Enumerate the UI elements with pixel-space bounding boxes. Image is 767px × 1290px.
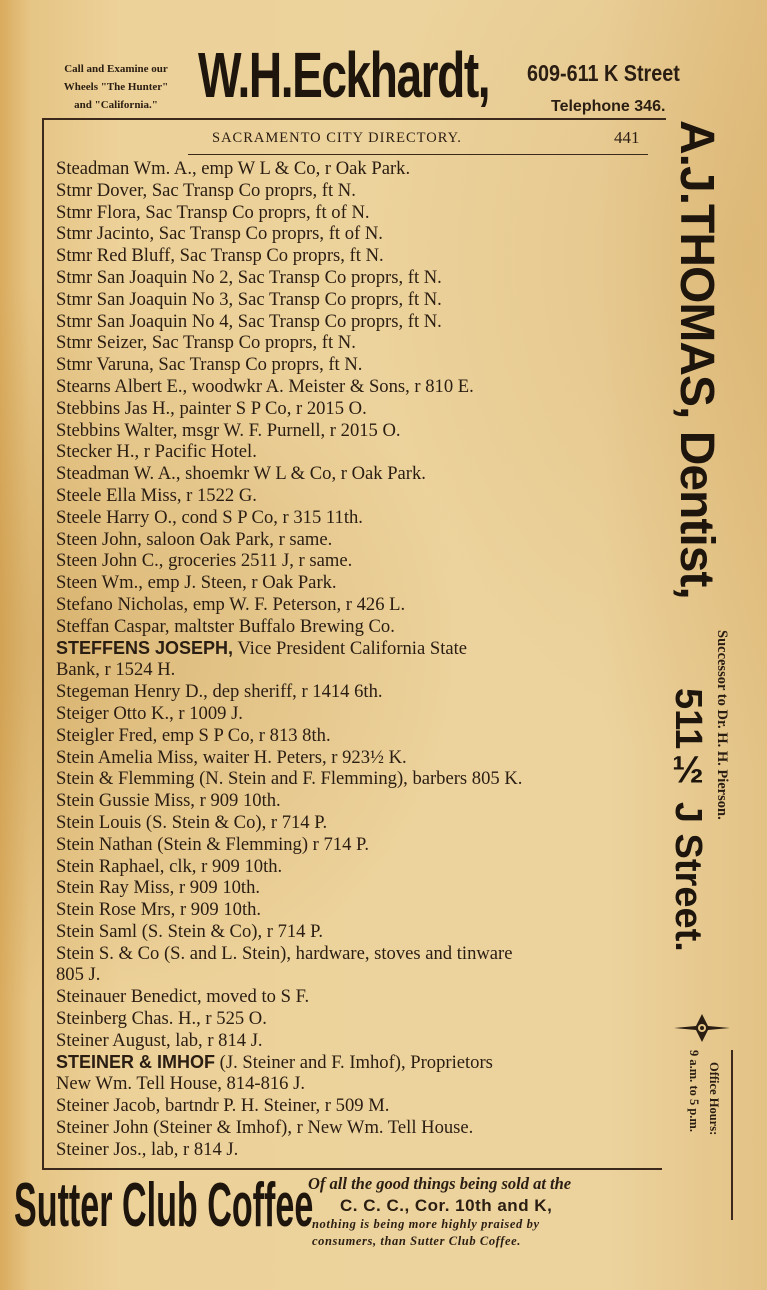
directory-entry <box>56 856 652 878</box>
entry-text: Stebbins Jas H., painter S P Co, r 2015 O. <box>56 397 367 419</box>
directory-entry <box>56 1139 652 1161</box>
directory-entry <box>56 703 652 725</box>
tagline-line: Wheels "The Hunter" <box>63 81 169 93</box>
frame-left-rule <box>42 118 44 1170</box>
entry-text: Stein & Flemming (N. Stein and F. Flemming), barbers 805 K. <box>56 768 523 790</box>
entry-text: Vice President California State <box>233 637 468 659</box>
ornament-icon <box>672 1012 732 1044</box>
entry-text: Stefano Nicholas, emp W. F. Peterson, r 426 L. <box>56 593 406 615</box>
entry-text: Stein Raphael, clk, r 909 10th. <box>56 855 283 877</box>
directory-entry <box>56 485 652 507</box>
entry-text: Stein Rose Mrs, r 909 10th. <box>56 899 262 921</box>
entry-text: Stein Nathan (Stein & Flemming) r 714 P. <box>56 833 369 855</box>
coffee-ad-line: Of all the good things being sold at the <box>308 1174 572 1193</box>
directory-entry <box>56 921 652 943</box>
entry-business-name: STEINER & IMHOF <box>56 1051 216 1072</box>
entry-text: Steen Wm., emp J. Steen, r Oak Park. <box>56 572 337 594</box>
entry-continuation: New Wm. Tell House, 814-816 J. <box>56 1073 305 1095</box>
directory-entry <box>56 245 652 267</box>
entry-text: Stecker H., r Pacific Hotel. <box>56 441 257 463</box>
eckhardt-ad-tagline <box>36 60 196 114</box>
entry-text: Steele Harry O., cond S P Co, r 315 11th. <box>56 506 363 528</box>
entry-text: Stmr Varuna, Sac Transp Co proprs, ft N. <box>56 354 363 376</box>
entry-text: Stein Saml (S. Stein & Co), r 714 P. <box>56 920 324 942</box>
entry-text: Stein S. & Co (S. and L. Stein), hardware, stoves and tinware <box>56 942 513 964</box>
tagline-line: and "California." <box>74 99 158 111</box>
directory-entry <box>56 877 652 899</box>
entry-text: Steiner Jos., lab, r 814 J. <box>56 1138 239 1160</box>
directory-entry <box>56 223 652 245</box>
directory-entry <box>56 812 652 834</box>
entry-text: Stegeman Henry D., dep sheriff, r 1414 6th. <box>56 681 383 703</box>
entry-text: Steigler Fred, emp S P Co, r 813 8th. <box>56 724 331 746</box>
directory-entry <box>56 725 652 747</box>
coffee-ad-brand: Sutter Club Coffee <box>14 1171 314 1240</box>
header-rule <box>188 154 648 155</box>
eckhardt-ad-name: W.H.Eckhardt, <box>198 39 490 111</box>
entry-text: Steadman W. A., shoemkr W L & Co, r Oak Park. <box>56 463 426 485</box>
entry-text: Stein Gussie Miss, r 909 10th. <box>56 790 281 812</box>
entry-text: Steiner John (Steiner & Imhof), r New Wm. Tell House. <box>56 1117 474 1139</box>
entry-text: Stmr San Joaquin No 3, Sac Transp Co proprs, ft N. <box>56 288 442 310</box>
directory-entry <box>56 768 652 790</box>
directory-entry <box>56 202 652 224</box>
entry-text: Stmr San Joaquin No 4, Sac Transp Co proprs, ft N. <box>56 310 442 332</box>
entry-text: Stein Louis (S. Stein & Co), r 714 P. <box>56 811 328 833</box>
dentist-ad-hours-label: Office Hours: <box>707 1062 721 1136</box>
directory-entry <box>56 747 652 769</box>
directory-entry <box>56 638 652 682</box>
coffee-ad-address: C. C. C., Cor. 10th and K, <box>340 1196 553 1215</box>
entry-text: Steen John, saloon Oak Park, r same. <box>56 528 333 550</box>
entry-text: Stmr Flora, Sac Transp Co proprs, ft of N. <box>56 201 370 223</box>
entry-text: Stearns Albert E., woodwkr A. Meister & Sons, r 810 E. <box>56 375 474 397</box>
directory-entry <box>56 616 652 638</box>
entry-continuation: 805 J. <box>56 964 101 986</box>
entry-text: Steele Ella Miss, r 1522 G. <box>56 484 257 506</box>
directory-entry <box>56 572 652 594</box>
entry-text: Stmr Jacinto, Sac Transp Co proprs, ft of N. <box>56 223 383 245</box>
entry-text: Stmr San Joaquin No 2, Sac Transp Co proprs, ft N. <box>56 266 442 288</box>
eckhardt-ad-street: 609-611 K Street <box>527 60 680 86</box>
directory-entry <box>56 550 652 572</box>
directory-entry <box>56 158 652 180</box>
directory-entry <box>56 507 652 529</box>
running-head: SACRAMENTO CITY DIRECTORY. <box>212 130 462 146</box>
coffee-ad-line: nothing is being more highly praised by <box>312 1217 540 1231</box>
entry-text: Steinberg Chas. H., r 525 O. <box>56 1008 267 1030</box>
directory-entry <box>56 311 652 333</box>
directory-entry <box>56 1030 652 1052</box>
frame-top-rule <box>42 118 666 120</box>
dentist-ad-successor: Successor to Dr. H. H. Pierson. <box>714 630 730 820</box>
directory-entry <box>56 1117 652 1139</box>
entry-text: (J. Steiner and F. Imhof), Proprietors <box>215 1051 493 1073</box>
entry-text: Stein Amelia Miss, waiter H. Peters, r 923½ K. <box>56 746 407 768</box>
directory-entry <box>56 986 652 1008</box>
directory-entry <box>56 834 652 856</box>
directory-entry <box>56 943 652 987</box>
coffee-ad-line: consumers, than Sutter Club Coffee. <box>312 1234 522 1248</box>
directory-entry <box>56 681 652 703</box>
directory-entry <box>56 289 652 311</box>
entry-continuation: Bank, r 1524 H. <box>56 659 176 681</box>
page-number: 441 <box>614 128 640 147</box>
directory-entry <box>56 790 652 812</box>
entry-text: Stebbins Walter, msgr W. F. Purnell, r 2015 O. <box>56 419 401 441</box>
directory-entry <box>56 420 652 442</box>
dentist-ad-name: A.J.THOMAS, Dentist, <box>670 120 723 599</box>
entry-text: Stmr Dover, Sac Transp Co proprs, ft N. <box>56 179 356 201</box>
directory-entry <box>56 180 652 202</box>
entry-text: Steiger Otto K., r 1009 J. <box>56 702 243 724</box>
entry-text: Steinauer Benedict, moved to S F. <box>56 986 310 1008</box>
directory-entry <box>56 899 652 921</box>
directory-entry <box>56 463 652 485</box>
directory-entry <box>56 398 652 420</box>
entry-text: Steiner Jacob, bartndr P. H. Steiner, r 509 M. <box>56 1095 390 1117</box>
eckhardt-ad-phone: Telephone 346. <box>551 98 666 115</box>
entry-text: Stmr Seizer, Sac Transp Co proprs, ft N. <box>56 332 356 354</box>
directory-entry <box>56 354 652 376</box>
directory-entries <box>56 158 652 1161</box>
entry-text: Steffan Caspar, maltster Buffalo Brewing Co. <box>56 615 395 637</box>
directory-entry <box>56 267 652 289</box>
directory-entry <box>56 332 652 354</box>
entry-text: Steiner August, lab, r 814 J. <box>56 1029 263 1051</box>
directory-entry <box>56 1095 652 1117</box>
directory-entry <box>56 594 652 616</box>
entry-text: Steadman Wm. A., emp W L & Co, r Oak Park. <box>56 158 411 179</box>
directory-entry <box>56 376 652 398</box>
entry-text: Steen John C., groceries 2511 J, r same. <box>56 550 353 572</box>
dentist-ad-hours: 9 a.m. to 5 p.m. <box>687 1050 701 1132</box>
directory-entry <box>56 529 652 551</box>
entry-text: Stein Ray Miss, r 909 10th. <box>56 877 261 899</box>
entry-text: Stmr Red Bluff, Sac Transp Co proprs, ft N. <box>56 245 384 267</box>
entry-business-name: STEFFENS JOSEPH, <box>56 637 234 658</box>
dentist-ad-address: 511½ J Street. <box>667 688 709 952</box>
directory-entry <box>56 1052 652 1096</box>
directory-entry <box>56 441 652 463</box>
side-ad-rule <box>731 1050 733 1220</box>
directory-entry <box>56 1008 652 1030</box>
tagline-line: Call and Examine our <box>64 63 168 75</box>
